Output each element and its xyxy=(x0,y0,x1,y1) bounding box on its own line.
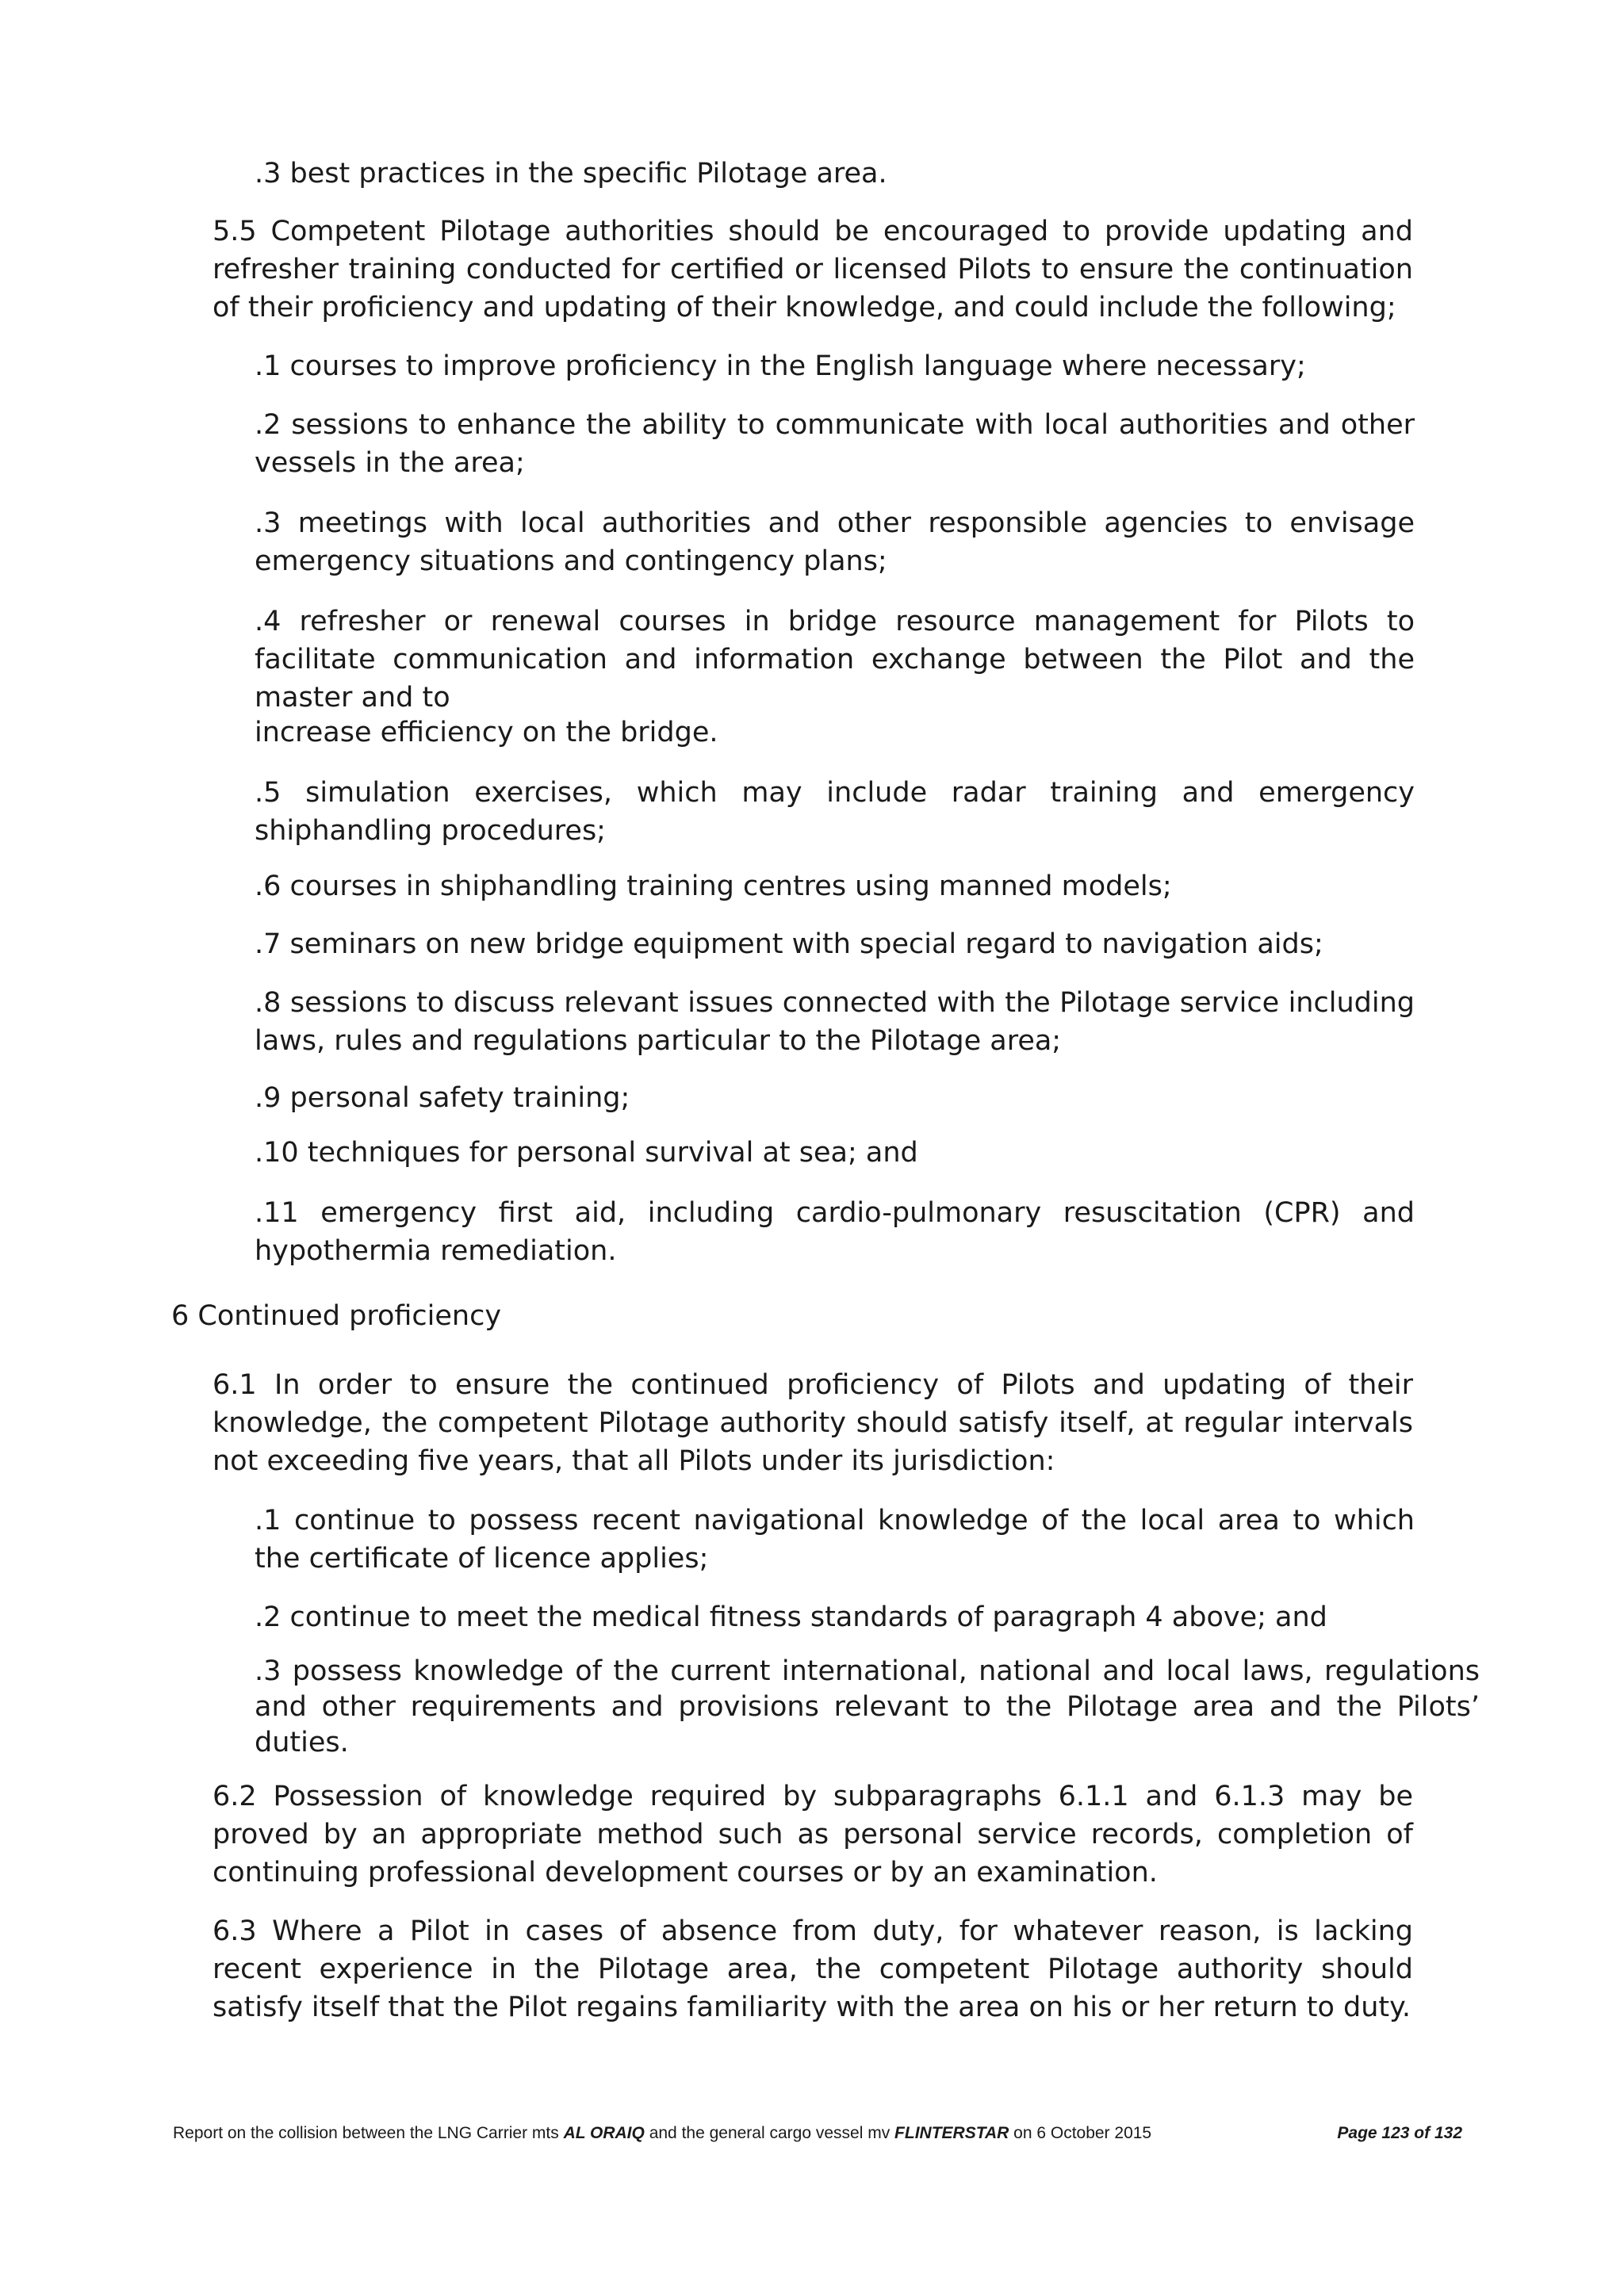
paragraph-5-5-10: .10 techniques for personal survival at sea; and xyxy=(255,1137,918,1169)
footer-report-title: Report on the collision between the LNG Carrier mts AL ORAIQ and the general cargo vessel mv FLINTERSTAR on 6 October 2015 xyxy=(173,2124,1152,2142)
paragraph-5-5-4-continued: increase efficiency on the bridge. xyxy=(255,717,718,748)
paragraph-6-1-1: .1 continue to possess recent navigational knowledge of the local area to which the certificate of licence applies; xyxy=(255,1505,1415,1575)
paragraph-5-5-1: .1 courses to improve proficiency in the English language where necessary; xyxy=(255,350,1306,382)
page-footer xyxy=(173,2124,1462,2143)
paragraph-5-5-6: .6 courses in shiphandling training centres using manned models; xyxy=(255,871,1172,902)
paragraph-5-5-2: .2 sessions to enhance the ability to communicate with local authorities and other vessels in the area; xyxy=(255,409,1415,479)
paragraph-5-5: 5.5 Competent Pilotage authorities should be encouraged to provide updating and refresher training conducted for certified or licensed Pilots to ensure the continuation of their proficiency and updating of their knowledge, and could include the following; xyxy=(213,216,1413,323)
footer-vessel-al-oraiq: AL ORAIQ xyxy=(563,2124,645,2142)
paragraph-6-3: 6.3 Where a Pilot in cases of absence from duty, for whatever reason, is lacking recent experience in the Pilotage area, the competent Pilotage authority should satisfy itself that the Pilot regains familiarity with the area on his or her return to duty. xyxy=(213,1915,1413,2023)
paragraph-5-5-11: .11 emergency first aid, including cardio-pulmonary resuscitation (CPR) and hypothermia remediation. xyxy=(255,1197,1415,1267)
footer-vessel-flinterstar: FLINTERSTAR xyxy=(894,2124,1009,2142)
paragraph-6-2: 6.2 Possession of knowledge required by subparagraphs 6.1.1 and 6.1.3 may be proved by an appropriate method such as personal service records, completion of continuing professional development courses or by an examination. xyxy=(213,1781,1413,1888)
paragraph-5-5-4: .4 refresher or renewal courses in bridge resource management for Pilots to facilitate communication and information exchange between the Pilot and the master and to xyxy=(255,606,1415,714)
paragraph-5-5-3: .3 meetings with local authorities and other responsible agencies to envisage emergency situations and contingency plans; xyxy=(255,507,1415,577)
footer-page-number: Page 123 of 132 xyxy=(1337,2124,1462,2142)
paragraph-5-5-9: .9 personal safety training; xyxy=(255,1082,630,1114)
paragraph-6-1: 6.1 In order to ensure the continued proficiency of Pilots and updating of their knowledge, the competent Pilotage authority should satisfy itself, at regular intervals not exceeding five years, that all Pilots under its jurisdiction: xyxy=(213,1369,1413,1477)
paragraph-5-5-8: .8 sessions to discuss relevant issues connected with the Pilotage service including laws, rules and regulations particular to the Pilotage area; xyxy=(255,987,1415,1057)
section-heading-6: 6 Continued proficiency xyxy=(171,1300,502,1332)
paragraph-5-5-5: .5 simulation exercises, which may include radar training and emergency shiphandling procedures; xyxy=(255,777,1415,847)
paragraph-6-1-3: .3 possess knowledge of the current international, national and local laws, regulations and other requirements and provisions relevant to the Pilotage area and the Pilots’ duties. xyxy=(255,1655,1480,1758)
paragraph-5-4-3: .3 best practices in the specific Pilotage area. xyxy=(255,158,887,189)
paragraph-6-1-2: .2 continue to meet the medical fitness standards of paragraph 4 above; and xyxy=(255,1601,1327,1633)
paragraph-5-5-7: .7 seminars on new bridge equipment with special regard to navigation aids; xyxy=(255,928,1323,960)
